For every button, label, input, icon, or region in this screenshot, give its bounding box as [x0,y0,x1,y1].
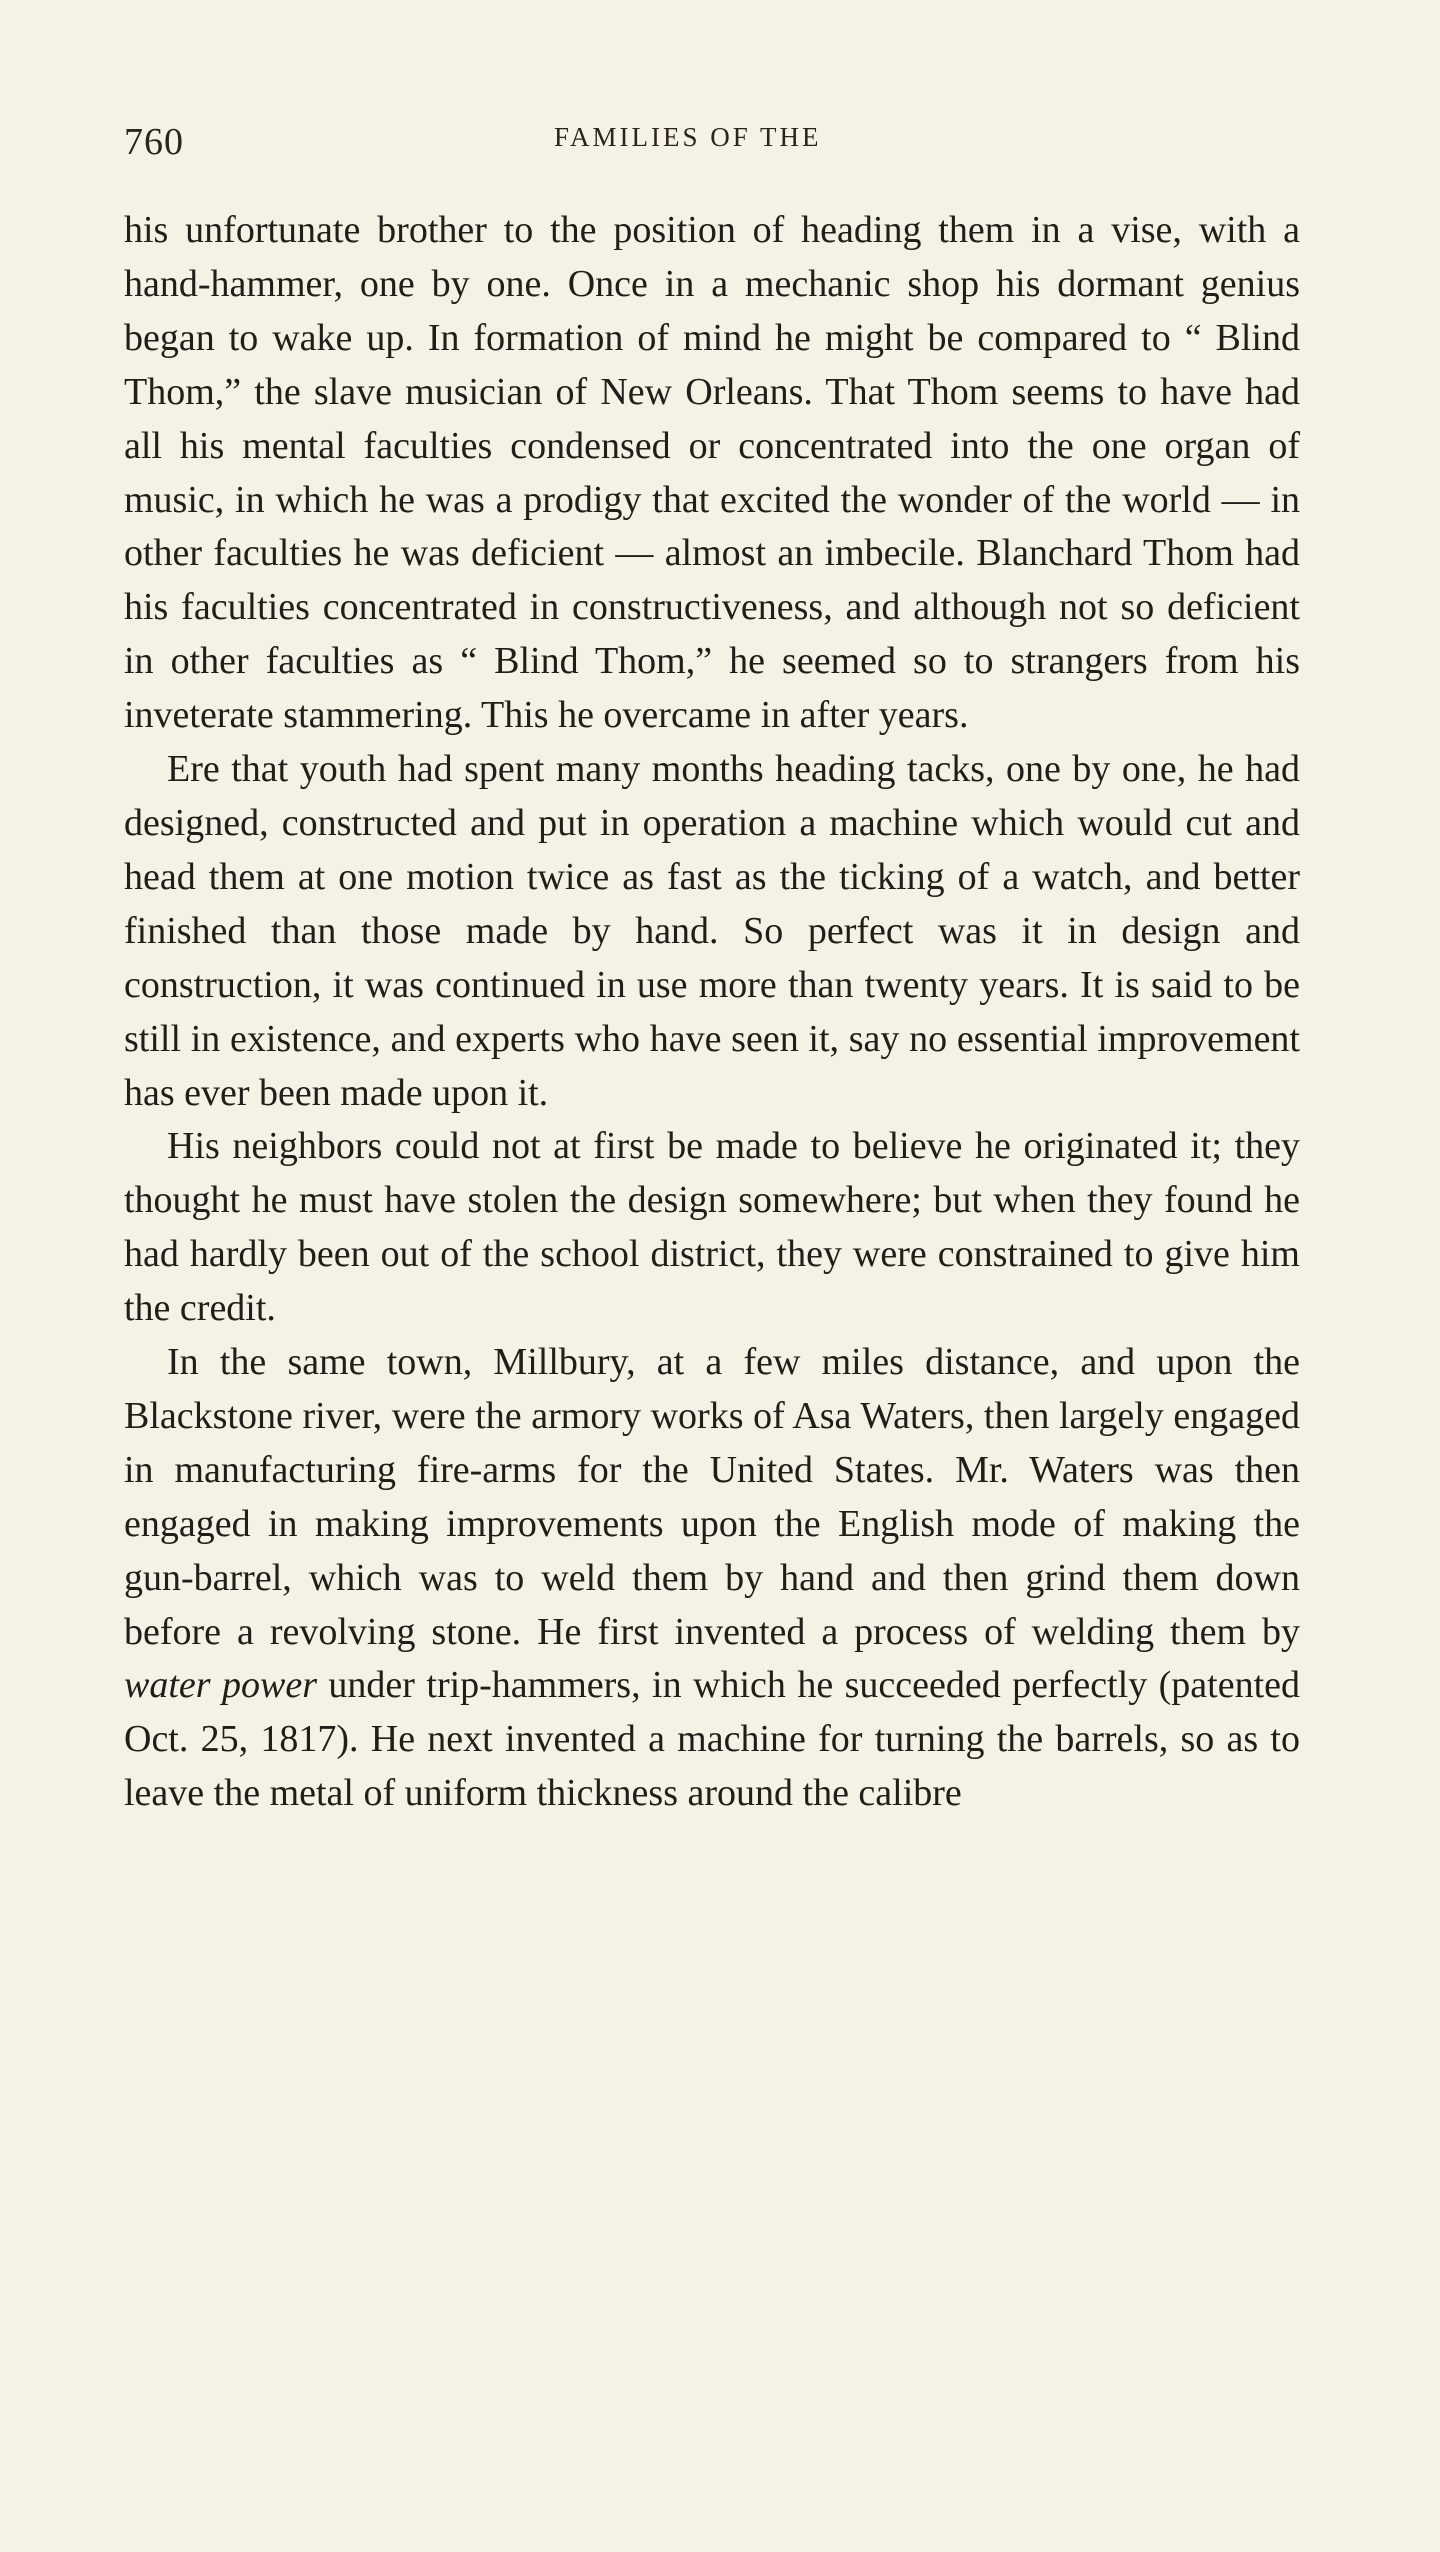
running-title: FAMILIES OF THE [554,122,822,152]
paragraph-armory-works [124,1336,1300,1821]
paragraph-armory-before: In the same town, Millbury, at a few miles distance, and upon the Blackstone river, were the armory works of Asa Waters, then largely engaged in manufacturing fire-arms for the United States. Mr. Waters was then engaged in making improvements upon the English mode of making the gun-barrel, which was to weld them by hand and then grind them down before a revolving stone. He first invented a process of welding them by [124,1341,1300,1653]
italic-water-power: water power [124,1664,317,1707]
page-number: 760 [124,121,184,163]
page-body [124,204,1300,1821]
paragraph-armory-after: under trip-hammers, in which he succeeded perfectly (patented Oct. 25, 1817). He next invented a machine for turning the barrels, so as to leave the metal of uniform thickness around the calibre [124,1664,1300,1815]
paragraph-continuation: his unfortunate brother to the position of heading them in a vise, with a hand-hammer, one by one. Once in a mechanic shop his dormant genius began to wake up. In formation of mind he might be compared to “ Blind Thom,” the slave musician of New Orleans. That Thom seems to have had all his mental faculties condensed or concentrated into the one organ of music, in which he was a prodigy that excited the wonder of the world — in other faculties he was deficient — almost an imbecile. Blanchard Thom had his faculties concentrated in constructiveness, and although not so deficient in other faculties as “ Blind Thom,” he seemed so to strangers from his inveterate stammering. This he overcame in after years. [124,209,1300,737]
running-head [124,112,1300,168]
paragraph-neighbors: His neighbors could not at first be made to believe he originated it; they thought he must have stolen the design somewhere; but when they found he had hardly been out of the school district, they were constrained to give him the credit. [124,1125,1300,1330]
paragraph-tack-machine: Ere that youth had spent many months heading tacks, one by one, he had designed, constructed and put in operation a machine which would cut and head them at one motion twice as fast as the ticking of a watch, and better finished than those made by hand. So perfect was it in design and construction, it was continued in use more than twenty years. It is said to be still in existence, and experts who have seen it, say no essential improvement has ever been made upon it. [124,748,1300,1114]
